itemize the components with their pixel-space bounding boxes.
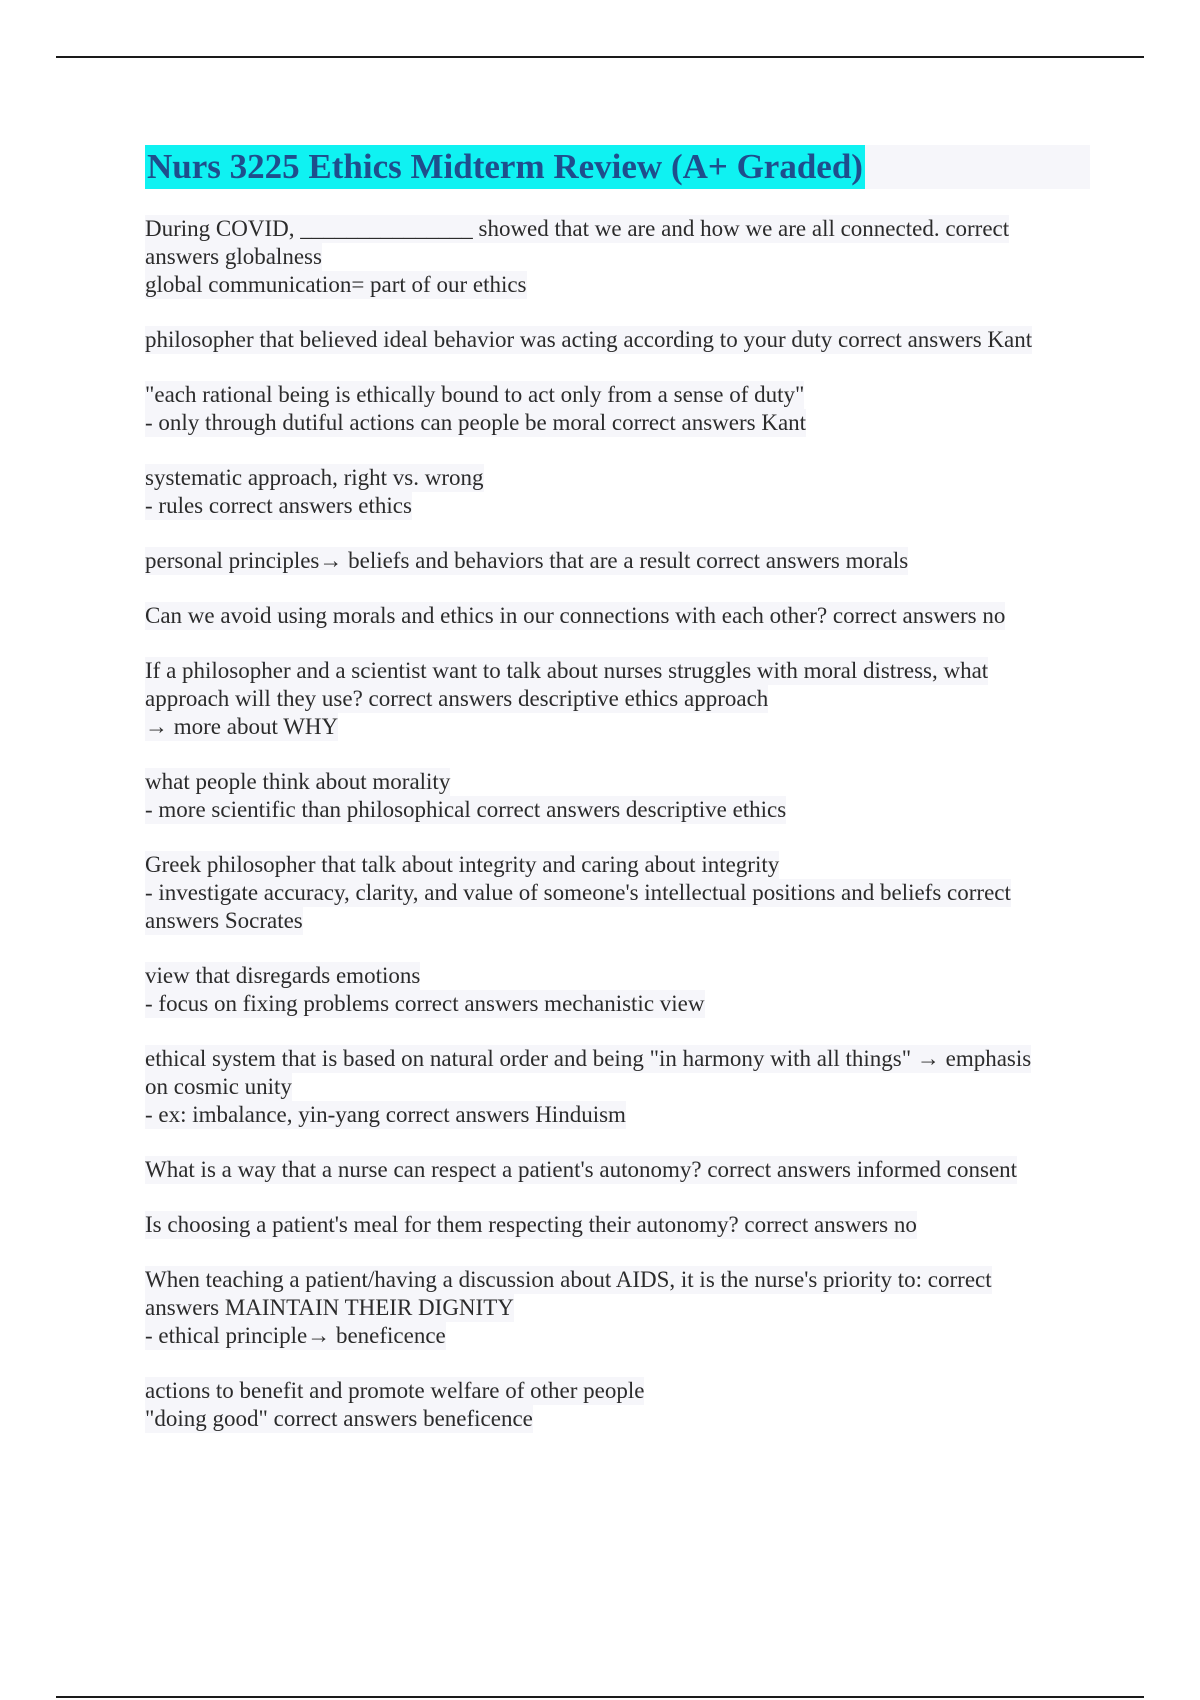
qa-line-row <box>145 409 1090 437</box>
qa-line: "doing good" correct answers beneficence <box>145 1406 533 1431</box>
qa-line: When teaching a patient/having a discussion about AIDS, it is the nurse's priority to: correct <box>145 1267 992 1292</box>
qa-item <box>145 1156 1090 1184</box>
qa-line: Greek philosopher that talk about integrity and caring about integrity <box>145 852 780 877</box>
qa-item <box>145 464 1090 520</box>
qa-line: What is a way that a nurse can respect a patient's autonomy? correct answers informed consent <box>145 1157 1018 1182</box>
qa-line: actions to benefit and promote welfare of other people <box>145 1378 645 1403</box>
qa-line: - investigate accuracy, clarity, and value of someone's intellectual positions and beliefs correct <box>145 880 1011 905</box>
qa-line-row <box>145 1377 1090 1405</box>
qa-line-row <box>145 1101 1090 1129</box>
qa-line: - only through dutiful actions can people be moral correct answers Kant <box>145 410 807 435</box>
qa-list <box>145 215 1090 1433</box>
qa-line: Is choosing a patient's meal for them respecting their autonomy? correct answers no <box>145 1212 917 1237</box>
qa-line-row <box>145 657 1090 685</box>
qa-line: - ethical principle→ beneficence <box>145 1323 446 1348</box>
qa-line: - focus on fixing problems correct answers mechanistic view <box>145 991 705 1016</box>
qa-line-row <box>145 326 1090 354</box>
qa-line-row <box>145 962 1090 990</box>
title-row <box>145 145 1090 189</box>
qa-line: on cosmic unity <box>145 1074 292 1099</box>
qa-item <box>145 1211 1090 1239</box>
qa-line-row <box>145 492 1090 520</box>
qa-item <box>145 962 1090 1018</box>
qa-item <box>145 1377 1090 1433</box>
qa-line-row <box>145 381 1090 409</box>
qa-line: answers MAINTAIN THEIR DIGNITY <box>145 1295 514 1320</box>
qa-line-row <box>145 602 1090 630</box>
qa-line: - ex: imbalance, yin-yang correct answers Hinduism <box>145 1102 626 1127</box>
qa-item <box>145 381 1090 437</box>
qa-line-row <box>145 547 1090 575</box>
qa-line: global communication= part of our ethics <box>145 272 527 297</box>
qa-line-row <box>145 1405 1090 1433</box>
qa-line-row <box>145 215 1090 243</box>
qa-line: → more about WHY <box>145 714 339 739</box>
qa-line: "each rational being is ethically bound to act only from a sense of duty" <box>145 382 805 407</box>
bottom-rule <box>56 1696 1144 1698</box>
qa-line: During COVID, _______________ showed that we are and how we are all connected. correct <box>145 216 1010 241</box>
qa-line: view that disregards emotions <box>145 963 421 988</box>
qa-item <box>145 326 1090 354</box>
qa-item <box>145 215 1090 299</box>
qa-item <box>145 1045 1090 1129</box>
qa-item <box>145 602 1090 630</box>
qa-line-row <box>145 713 1090 741</box>
qa-line: systematic approach, right vs. wrong <box>145 465 484 490</box>
qa-line-row <box>145 1045 1090 1073</box>
qa-line-row <box>145 1156 1090 1184</box>
qa-line: ethical system that is based on natural order and being "in harmony with all things" → emphasis <box>145 1046 1032 1071</box>
qa-line: answers globalness <box>145 244 322 269</box>
qa-line: approach will they use? correct answers descriptive ethics approach <box>145 686 769 711</box>
qa-line-row <box>145 1322 1090 1350</box>
qa-line-row <box>145 796 1090 824</box>
qa-line: Can we avoid using morals and ethics in our connections with each other? correct answers no <box>145 603 1006 628</box>
qa-line-row <box>145 243 1090 271</box>
qa-line: philosopher that believed ideal behavior was acting according to your duty correct answers Kant <box>145 327 1033 352</box>
qa-line-row <box>145 851 1090 879</box>
qa-line-row <box>145 990 1090 1018</box>
qa-line-row <box>145 768 1090 796</box>
qa-item <box>145 657 1090 741</box>
qa-line: what people think about morality <box>145 769 451 794</box>
qa-line-row <box>145 1211 1090 1239</box>
qa-line-row <box>145 464 1090 492</box>
qa-line-row <box>145 271 1090 299</box>
qa-line: If a philosopher and a scientist want to talk about nurses struggles with moral distress, what <box>145 658 989 683</box>
qa-line-row <box>145 1266 1090 1294</box>
qa-item <box>145 547 1090 575</box>
qa-line: answers Socrates <box>145 908 303 933</box>
qa-item <box>145 1266 1090 1350</box>
qa-line-row <box>145 1294 1090 1322</box>
qa-line: - rules correct answers ethics <box>145 493 412 518</box>
qa-line-row <box>145 1073 1090 1101</box>
document-title: Nurs 3225 Ethics Midterm Review (A+ Graded) <box>145 145 865 189</box>
qa-item <box>145 851 1090 935</box>
qa-item <box>145 768 1090 824</box>
qa-line-row <box>145 907 1090 935</box>
qa-line: personal principles→ beliefs and behaviors that are a result correct answers morals <box>145 548 909 573</box>
qa-line-row <box>145 685 1090 713</box>
document-page <box>145 145 1090 1460</box>
top-rule <box>56 56 1144 58</box>
qa-line: - more scientific than philosophical correct answers descriptive ethics <box>145 797 787 822</box>
qa-line-row <box>145 879 1090 907</box>
